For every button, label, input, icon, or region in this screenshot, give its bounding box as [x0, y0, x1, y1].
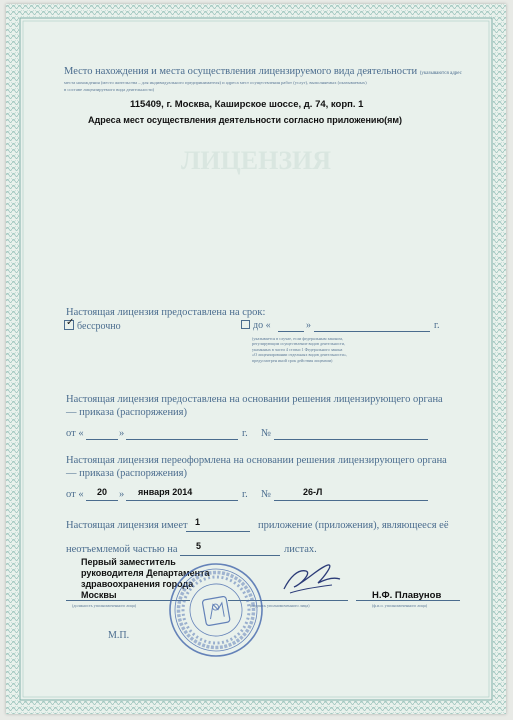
location-heading — [64, 66, 462, 77]
reissue-text-line2: — приказа (распоряжения) — [66, 468, 188, 479]
check-mark-icon: ✓ — [66, 317, 75, 328]
reissue-quote-close: » — [119, 489, 125, 500]
attachments-sheets: 5 — [196, 541, 202, 551]
basis-quote-close: » — [119, 428, 125, 439]
reissue-day-line — [86, 500, 118, 501]
license-page — [6, 4, 506, 714]
term-until-option — [241, 320, 271, 331]
reissue-year-suffix: г. — [242, 489, 248, 500]
reissue-number: 26-Л — [303, 487, 323, 497]
location-places: Адреса мест осуществления деятельности согласно приложению(ям) — [88, 115, 403, 125]
official-stamp — [166, 560, 266, 660]
reissue-number-sign: № — [261, 489, 272, 500]
reissue-number-line — [274, 500, 428, 501]
handwritten-signature — [276, 559, 346, 599]
basis-month-line — [126, 439, 238, 440]
term-indefinite-option — [64, 317, 121, 332]
signatory-position-line1: Первый заместитель — [81, 557, 176, 567]
until-month-line — [314, 331, 430, 332]
location-note-line2: места нахождения (место жительства – для индивидуального предпринимателя) и адреса мест осуществления работ (услуг), выполняемых (оказываемых) — [64, 80, 367, 85]
attachments-text-b: приложение (приложения), являющееся её — [258, 520, 449, 531]
reissue-text-line1: Настоящая лицензия переоформлена на основании решения лицензирующего органа — [66, 455, 447, 466]
attachments-count: 1 — [195, 517, 201, 527]
term-until-year: г. — [434, 320, 440, 331]
name-line — [356, 600, 460, 601]
signatory-position-line3: здравоохранения города — [81, 579, 194, 589]
signatory-position-line2: руководителя Департамента — [81, 568, 210, 578]
location-heading-note: (указываются адрес — [419, 71, 462, 76]
until-day-line — [278, 331, 304, 332]
term-heading: Настоящая лицензия предоставлена на срок: — [66, 307, 266, 318]
basis-number-sign: № — [261, 428, 272, 439]
signatory-name: Н.Ф. Плавунов — [372, 590, 442, 601]
basis-text-line1: Настоящая лицензия предоставлена на основании решения лицензирующего органа — [66, 394, 443, 405]
attachments-sheets-line — [180, 555, 280, 556]
term-until-note-5: предусмотрен иной срок действия лицензии) — [252, 357, 333, 363]
location-note-line3: в составе лицензируемого вида деятельности) — [64, 87, 155, 92]
signatory-position-line4: Москвы — [81, 590, 117, 600]
term-until-label: до « — [253, 320, 271, 331]
basis-text-line2: — приказа (распоряжения) — [66, 407, 188, 418]
term-until-note — [252, 336, 347, 363]
basis-day-line — [86, 439, 118, 440]
reissue-day: 20 — [97, 487, 108, 497]
attachments-text-a: Настоящая лицензия имеет — [66, 520, 188, 531]
term-indefinite-label: бессрочно — [77, 321, 121, 332]
location-heading-text: Место нахождения и места осуществления лицензируемого вида деятельности — [64, 66, 418, 77]
reissue-month-line — [126, 500, 238, 501]
attachments-text-d: листах. — [284, 544, 317, 555]
attachments-count-line — [186, 531, 250, 532]
reissue-from: от « — [66, 489, 84, 500]
attachments-text-c: неотъемлемой частью на — [66, 544, 178, 555]
term-until-note-4: «О лицензировании отдельных видов деятельности», — [252, 352, 348, 358]
seal-place: М.П. — [108, 630, 130, 641]
watermark-text: ЛИЦЕНЗИЯ — [180, 146, 332, 175]
term-until-note-3: указанных в части 4 статьи 1 Федерального закона — [252, 346, 343, 352]
caption-name: (ф.и.о. уполномоченного лица) — [372, 603, 428, 608]
checkbox-indefinite — [64, 317, 75, 330]
caption-position: (должность уполномоченного лица) — [72, 603, 137, 608]
caption-signature: (подпись уполномоченного лица) — [250, 603, 310, 608]
location-address: 115409, г. Москва, Каширское шоссе, д. 74, корп. 1 — [130, 99, 364, 110]
term-until-quote: » — [306, 320, 311, 331]
checkbox-until — [241, 320, 250, 329]
term-until-note-1: (указывается в случае, если федеральным законом, — [252, 336, 343, 341]
reissue-month-year: января 2014 — [138, 487, 193, 497]
basis-number-line — [274, 439, 428, 440]
term-until-note-2: регулирующим осуществление видов деятельности, — [252, 341, 346, 347]
basis-from: от « — [66, 428, 84, 439]
basis-year-suffix: г. — [242, 428, 248, 439]
